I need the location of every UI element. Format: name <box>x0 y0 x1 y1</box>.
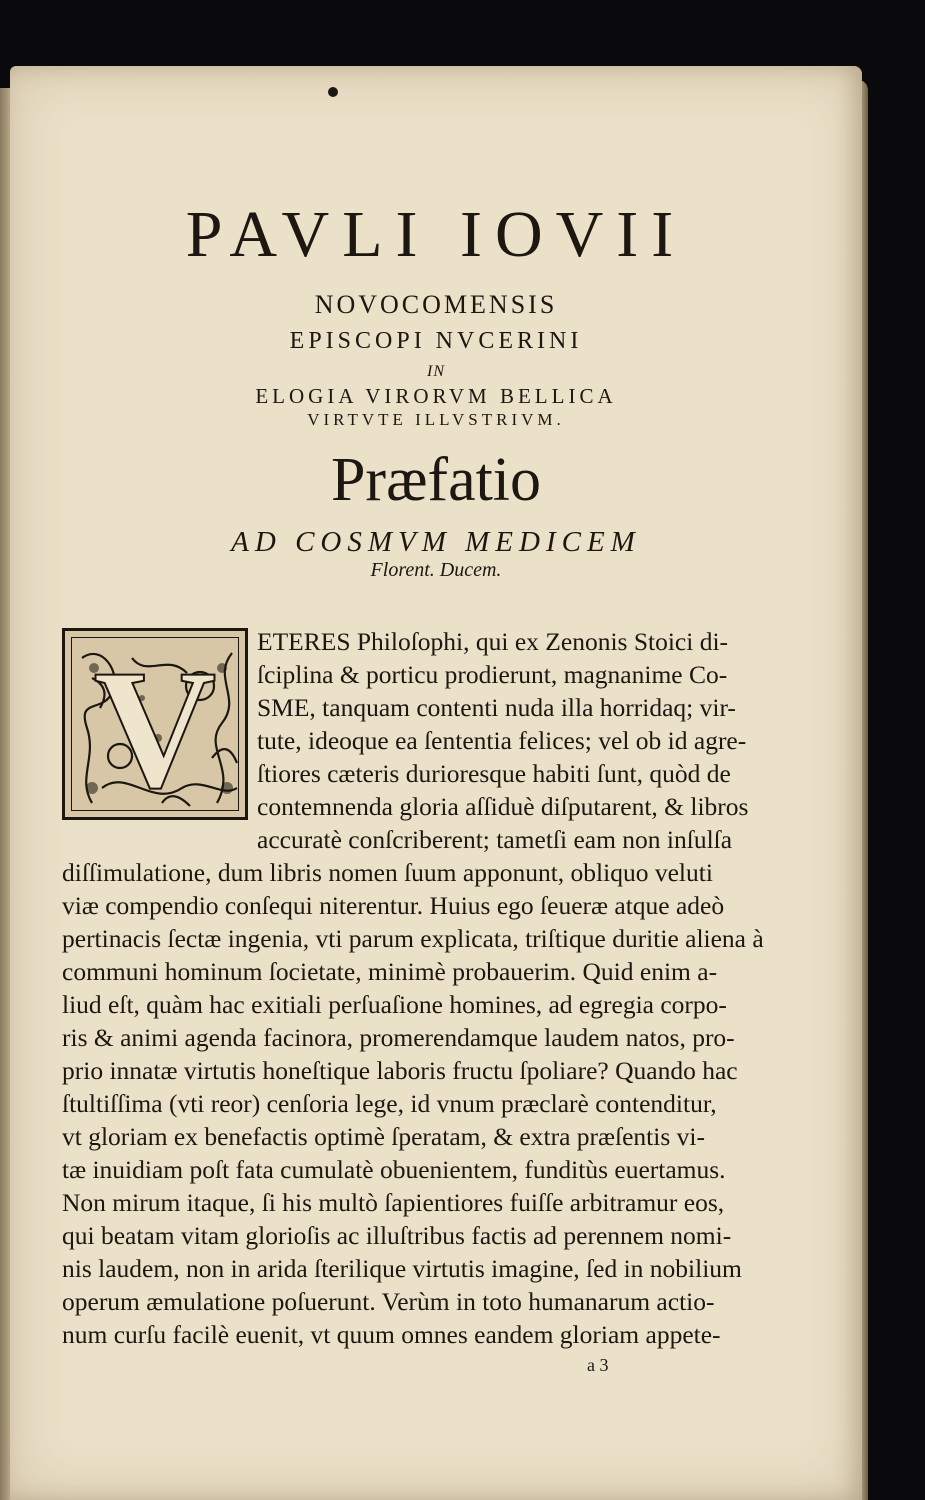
author-origin: NOVOCOMENSIS <box>314 290 558 319</box>
author-name: PAVLI IOVII <box>185 198 687 271</box>
text-line: communi hominum ſocietate, minimè probauerim. Quid enim a- <box>62 957 718 986</box>
text-line: num curſu facilè euenit, vt quum omnes eandem gloriam appete- <box>62 1320 721 1349</box>
decorated-initial <box>62 628 248 820</box>
text-line: nis laudem, non in arida ſterilique virtutis imagine, ſed in nobilium <box>62 1254 742 1283</box>
in-word: IN <box>427 363 445 380</box>
text-line: ſtiores cæteris durioresque habiti ſunt, quòd de <box>257 759 731 788</box>
initial-letter: V <box>93 637 217 811</box>
text-line: operum æmulatione poſuerunt. Verùm in toto humanarum actio- <box>62 1287 715 1316</box>
text-line: Non mirum itaque, ſi his multò ſapientiores fuiſſe arbitramur eos, <box>62 1188 725 1217</box>
work-title-line-2: VIRTVTE ILLVSTRIVM. <box>307 410 565 429</box>
text-line: ſtultiſſima (vti reor) cenſoria lege, id vnum præclarè contenditur, <box>62 1089 717 1118</box>
text-line: vt gloriam ex benefactis optimè ſperatam, & extra præſentis vi- <box>62 1122 705 1151</box>
text-line: ETERES Philoſophi, qui ex Zenonis Stoici di- <box>257 627 729 656</box>
text-line: tute, ideoque ea ſententia felices; vel ob id agre- <box>257 726 747 755</box>
text-line: ris & animi agenda facinora, promerendamque laudem natos, pro- <box>62 1023 735 1052</box>
text-line: pertinacis ſectæ ingenia, vti parum explicata, triſtique duritie aliena à <box>62 924 764 953</box>
text-line: diſſimulatione, dum libris nomen ſuum apponunt, obliquo veluti <box>62 858 713 887</box>
text-line: tæ inuidiam poſt fata cumulatè obuenientem, funditùs euertamus. <box>62 1155 726 1184</box>
ink-dot <box>328 87 338 97</box>
text-line: SME, tanquam contenti nuda illa horridaq; vir- <box>257 693 736 722</box>
text-line: liud eſt, quàm hac exitiali perſuaſione homines, ad egregia corpo- <box>62 990 727 1019</box>
text-line: ſciplina & porticu prodierunt, magnanime Co- <box>257 660 728 689</box>
author-title: EPISCOPI NVCERINI <box>289 328 583 354</box>
text-line: contemnenda gloria aſſiduè diſputarent, & libros <box>257 792 749 821</box>
dedication: AD COSMVM MEDICEM <box>231 526 641 558</box>
text-line: accuratè conſcriberent; tametſi eam non inſulſa <box>257 825 733 854</box>
text-line: qui beatam vitam glorioſis ac illuſtribus factis ad perennem nomi- <box>62 1221 732 1250</box>
text-line: viæ compendio conſequi niterentur. Huius ego ſeueræ atque adeò <box>62 891 725 920</box>
work-title: ELOGIA VIRORVM BELLICA <box>255 384 617 408</box>
dedication-line-2: Florent. Ducem. <box>370 559 502 581</box>
text-line: prio innatæ virtutis honeſtique laboris fructu ſpoliare? Quando hac <box>62 1056 738 1085</box>
section-heading: Præfatio <box>330 446 542 514</box>
signature-mark: a 3 <box>587 1355 609 1375</box>
